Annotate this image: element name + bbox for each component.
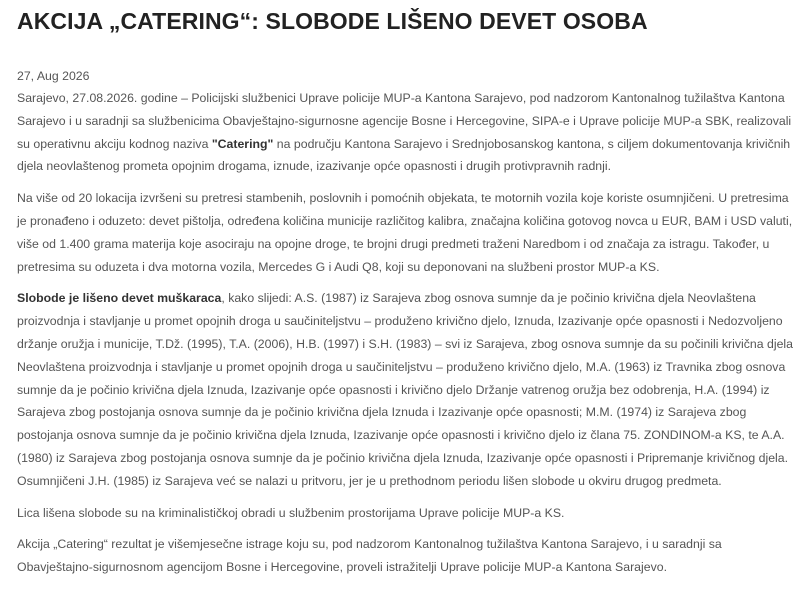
operation-name-bold: "Catering" [211, 136, 274, 151]
intro-text-before: Sarajevo, 27.08.2026. godine – Policijski službenici Uprave policije MUP-a Kantona Sarajevo, pod nadzorom Kantonalnog tužilaštva Kantona Sarajevo i u saradnji sa službenicima Obavještajno-sigurnosne agencije Bosne i Hercegovine, SIPA-e i Uprave policije MUP-a SBK, realizovali su operativnu akciju kodnog naziva [17, 91, 792, 151]
news-article [17, 0, 793, 579]
article-paragraph-conclusion: Akcija „Catering“ rezultat je višemjesečne istrage koju su, pod nadzorom Kantonalnog tužilaštva Kantona Sarajevo, i u saradnji sa Obavještajno-sigurnosnom agencijom Bosne i Hercegovine, proveli istražitelji Uprave policije MUP-a Kantona Sarajevo. [17, 537, 722, 575]
arrests-text: , kako slijedi: A.S. (1987) iz Sarajeva zbog osnova sumnje da je počinio krivična djela Neovlaštena proizvodnja i stavljanje u promet opojnih droga u saučiniteljstvu – produženo krivično djelo, Iznuda, Izazivanje opće opasnosti i Nedozvoljeno držanje oružja i municije, T.Dž. (1995), T.A. (2006), H.B. (1997) i S.H. (1983) – svi iz Sarajeva, zbog osnova sumnje da su počinili krivična djela Neovlaštena proizvodnja i stavljanje u promet opojnih droga u saučiniteljstvu – produženo krivično djelo, M.A. (1963) iz Travnika zbog osnova sumnje da je počinio krivična djela Iznuda, Izazivanje opće opasnosti i krivično djelo Držanje vatrenog oružja bez odobrenja, H.A. (1994) iz Sarajeva zbog postojanja osnova sumnje da je počinio krivična djela Iznuda i Izazivanje opće opasnosti; M.M. (1974) iz Sarajeva zbog postojanja osnova sumnje da je počinio krivična djela Iznuda, Izazivanje opće opasnosti i krivično djelo iz člana 75. ZONDINOM-a KS, te A.A. (1980) iz Sarajeva zbog postojanja osnova sumnje da je počinio krivična djela Iznuda, Izazivanje opće opasnosti i Pripremanje krivičnog djela. Osumnjičeni J.H. (1985) iz Sarajeva već se nalazi u pritvoru, jer je u prethodnom periodu lišen slobode u okviru drugog predmeta. [17, 291, 793, 488]
intro-text-after: na području Kantona Sarajevo i Srednjobosanskog kantona, s ciljem dokumentovanja krivičnih djela neovlaštenog prometa opojnim drogama, iznude, izazivanje opće opasnosti i drugih protivpravnih radnji. [17, 136, 791, 174]
article-paragraph-arrests [17, 287, 793, 492]
arrests-lead-bold: Slobode je lišeno devet muškaraca [17, 291, 222, 306]
article-paragraph-intro [17, 87, 793, 178]
article-date: 27, Aug 2026 [17, 69, 90, 83]
article-paragraph-processing: Lica lišena slobode su na kriminalističkoj obradi u službenim prostorijama Uprave policije MUP-a KS. [17, 505, 565, 520]
article-title: AKCIJA „CATERING“: SLOBODE LIŠENO DEVET OSOBA [17, 8, 648, 34]
article-paragraph-searches: Na više od 20 lokacija izvršeni su pretresi stambenih, poslovnih i pomoćnih objekata, te motornih vozila koje koriste osumnjičeni. U pretresima je pronađeno i oduzeto: devet pištolja, određena količina municije različitog kalibra, značajna količina gotovog novca u EUR, BAM i USD valuti, više od 1.400 grama materija koje asociraju na opojne droge, te brojni drugi predmeti traženi Naredbom i od značaja za istragu. Također, u pretresima su oduzeta i dva motorna vozila, Mercedes G i Audi Q8, koji su deponovani na službeni prostor MUP-a KS. [17, 191, 793, 274]
